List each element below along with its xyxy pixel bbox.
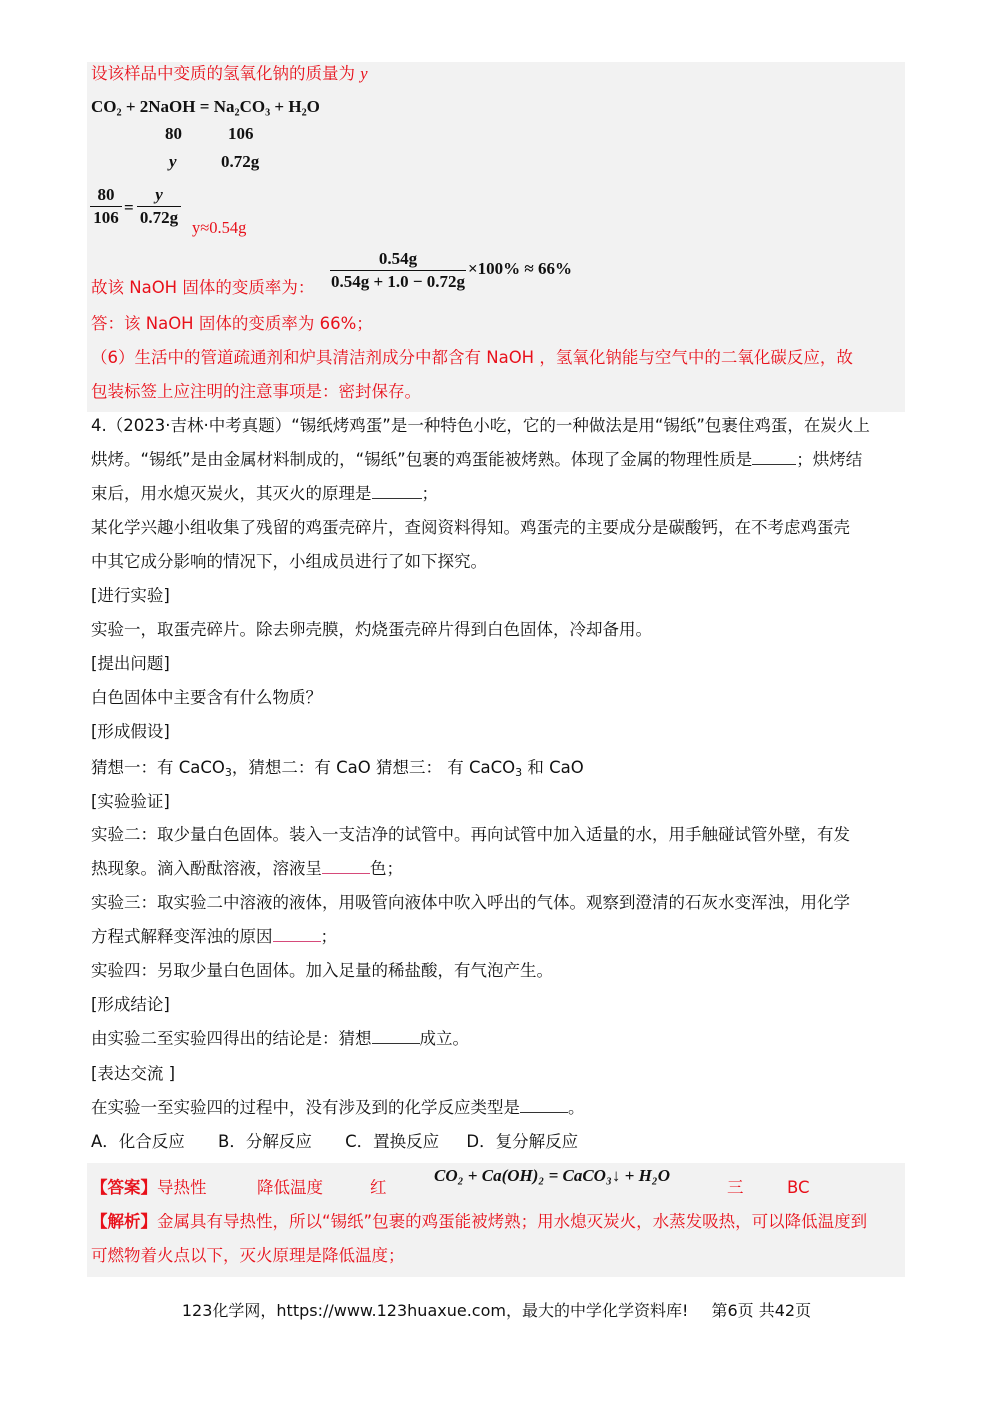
q4-line3: 束后，用水熄灭炭火，其灭火的原理是 ；	[91, 484, 438, 503]
option-b[interactable]: B．分解反应	[218, 1132, 312, 1151]
calc-intro: 设该样品中变质的氢氧化钠的质量为 y	[91, 64, 368, 83]
q6-line1: （6）生活中的管道疏通剂和炉具清洁剂成分中都含有 NaOH ，氢氧化钠能与空气中的二氧化碳反应，故	[91, 348, 853, 367]
rate-prefix: 故该 NaOH 固体的变质率为：	[91, 278, 315, 297]
ratio-right: y 0.72g	[137, 184, 181, 229]
unknown-y: y	[169, 152, 177, 171]
footer-page-number: 第6页 共42页	[711, 1301, 812, 1320]
conclusion: 由实验二至实验四得出的结论是：猜想 成立。	[91, 1029, 469, 1048]
molar-mass-naoh: 80	[165, 124, 182, 143]
q4-line5: 中其它成分影响的情况下，小组成员进行了如下探究。	[91, 552, 487, 571]
q4-line2: 烘烤。“锡纸”是由金属材料制成的，“锡纸”包裹的鸡蛋能被烤熟。体现了金属的物理性质是 ；烘烤结	[91, 450, 863, 469]
experiment-3-line1: 实验三：取实验二中溶液的液体，用吸管向液体中吹入呼出的气体。观察到澄清的石灰水变浑浊，用化学	[91, 893, 850, 912]
heading-experiment: [进行实验]	[91, 586, 170, 605]
options	[91, 1130, 578, 1154]
blank-solution-color[interactable]	[322, 857, 370, 874]
answer-5: 三	[727, 1178, 744, 1197]
answer-3: 红	[370, 1178, 387, 1197]
q4-line1: 4.（2023·吉林·中考真题）“锡纸烤鸡蛋”是一种特色小吃，它的一种做法是用“锡纸”包裹住鸡蛋，在炭火上	[91, 416, 870, 435]
experiment-4: 实验四：另取少量白色固体。加入足量的稀盐酸，有气泡产生。	[91, 961, 553, 980]
answer-6: BC	[787, 1178, 810, 1197]
ratio-equals: =	[124, 198, 134, 217]
heading-verify: [实验验证]	[91, 792, 170, 811]
heading-question: [提出问题]	[91, 654, 170, 673]
answer-1: 导热性	[157, 1178, 207, 1197]
discuss: 在实验一至实验四的过程中，没有涉及到的化学反应类型是 。	[91, 1098, 585, 1117]
blank-hypothesis[interactable]	[372, 1027, 420, 1044]
blank-extinguish-principle[interactable]	[372, 482, 422, 499]
page-footer	[0, 1298, 993, 1321]
answer-2: 降低温度	[257, 1178, 323, 1197]
y-result: y≈0.54g	[192, 218, 247, 237]
blank-physical-property[interactable]	[752, 448, 796, 465]
reaction-equation-naoh: CO₂ + 2NaOH = Na₂CO₃ + H₂O	[91, 97, 320, 116]
q4-line4: 某化学兴趣小组收集了残留的鸡蛋壳碎片，查阅资料得知。鸡蛋壳的主要成分是碳酸钙，在不考虑鸡蛋壳	[91, 518, 850, 537]
answer-line	[91, 1176, 207, 1200]
hypotheses: 猜想一：有 CaCO$_3$，猜想二：有 CaO 猜想三： 有 CaCO$_3$ 和 CaO	[91, 758, 584, 779]
analysis-line2: 可燃物着火点以下，灭火原理是降低温度；	[91, 1246, 405, 1265]
heading-discuss: [表达交流 ]	[91, 1064, 176, 1083]
blank-equation[interactable]	[273, 925, 321, 942]
option-d[interactable]: D．复分解反应	[466, 1132, 579, 1151]
molar-mass-na2co3: 106	[228, 124, 254, 143]
rate-suffix: ×100% ≈ 66%	[468, 259, 573, 278]
experiment-2-line1: 实验二：取少量白色固体。装入一支洁净的试管中。再向试管中加入适量的水，用手触碰试管外壁，有发	[91, 825, 850, 844]
option-c[interactable]: C．置换反应	[345, 1132, 440, 1151]
experiment-2-line2: 热现象。滴入酚酞溶液，溶液呈 色；	[91, 859, 403, 878]
known-mass: 0.72g	[221, 152, 260, 171]
rate-fraction: 0.54g 0.54g + 1.0 − 0.72g	[330, 249, 466, 291]
experiment-3-line2: 方程式解释变浑浊的原因 ；	[91, 927, 337, 946]
footer-site-text[interactable]: 123化学网，https://www.123huaxue.com，最大的中学化学资料库!	[181, 1301, 689, 1320]
answer-equation: CO₂ + Ca(OH)₂ = CaCO₃↓ + H₂O	[434, 1166, 670, 1185]
heading-conclusion: [形成结论]	[91, 995, 170, 1014]
analysis-line1: 【解析】金属具有导热性，所以“锡纸”包裹的鸡蛋能被烤熟；用水熄灭炭火，水蒸发吸热，可以降低温度到	[91, 1212, 868, 1231]
heading-hypothesis: [形成假设]	[91, 722, 170, 741]
experiment-1: 实验一，取蛋壳碎片。除去卵壳膜，灼烧蛋壳碎片得到白色固体，冷却备用。	[91, 620, 652, 639]
calc-answer: 答：该 NaOH 固体的变质率为 66%；	[91, 314, 373, 333]
q6-line2: 包装标签上应注明的注意事项是：密封保存。	[91, 382, 421, 401]
option-a[interactable]: A．化合反应	[91, 1132, 185, 1151]
answer-label: 【答案】	[91, 1178, 157, 1197]
blank-reaction-type[interactable]	[520, 1096, 568, 1113]
ratio-left: 80 106	[90, 184, 122, 229]
question-text: 白色固体中主要含有什么物质？	[91, 688, 322, 707]
